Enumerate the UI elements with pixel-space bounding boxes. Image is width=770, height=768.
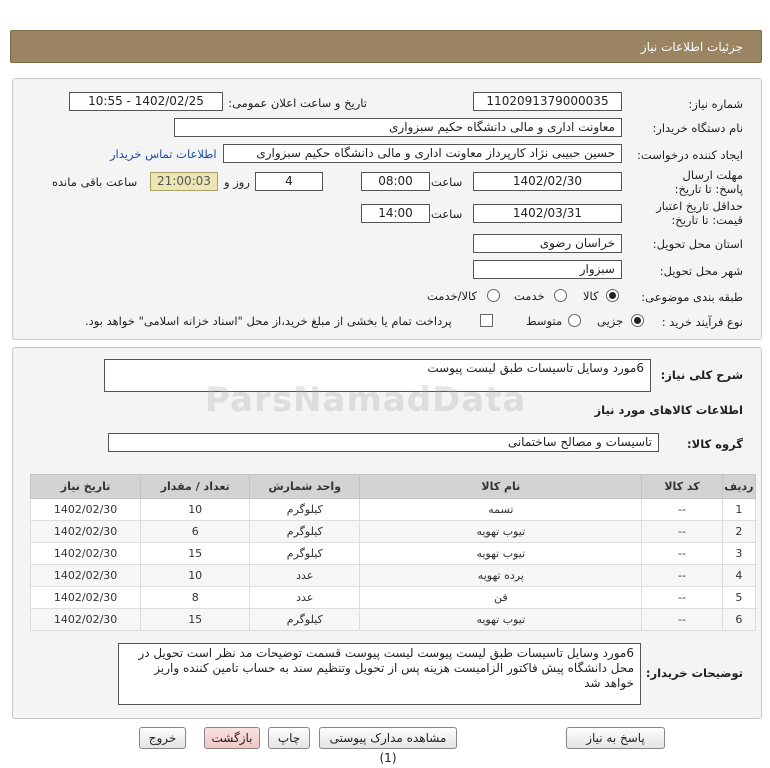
price-validity-label: حداقل تاریخ اعتبار قیمت: تا تاریخ:: [656, 199, 743, 227]
col-row-header: ردیف: [722, 475, 755, 499]
goods-table-header: [31, 475, 756, 499]
page-title: جزئیات اطلاعات نیاز: [640, 40, 743, 54]
price-validity-time-label: ساعت: [431, 207, 463, 221]
need-date-cell: 1402/02/30: [31, 543, 141, 565]
days-label: روز و: [224, 175, 250, 189]
category-label: طبقه بندی موضوعی:: [641, 290, 743, 304]
respond-button[interactable]: پاسخ به نیاز: [566, 727, 665, 749]
time-remaining-label: ساعت باقی مانده: [52, 175, 138, 189]
announce-datetime-field: 1402/02/25 - 10:55: [69, 92, 223, 111]
category-radio-goods-service[interactable]: [487, 289, 500, 302]
deadline-time-label: ساعت: [431, 175, 463, 189]
category-radio-service[interactable]: [554, 289, 567, 302]
item-code-cell: --: [642, 499, 722, 521]
buyer-org-label: نام دستگاه خریدار:: [652, 121, 743, 135]
announce-datetime-label: تاریخ و ساعت اعلان عمومی:: [228, 96, 367, 110]
category-option-goods: کالا: [583, 289, 599, 303]
table-row: [31, 609, 756, 631]
buyer-notes-field: 6مورد وسایل تاسیسات طبق لیست پیوست لیست پیوست قسمت توضیحات مد نظر است تحویل در محل دانشگاه پیش فاکتور الزامیست هزینه پس از تحویل وتنظیم سند به حساب تامین کننده واریز خواهد شد: [118, 643, 641, 705]
category-option-goods-service: کالا/خدمت: [427, 289, 478, 303]
back-button[interactable]: بازگشت: [204, 727, 260, 749]
purchase-type-radio-medium[interactable]: [568, 314, 581, 327]
province-label: استان محل تحویل:: [652, 237, 743, 251]
quantity-cell: 6: [141, 521, 250, 543]
price-validity-time-field: 14:00: [361, 204, 430, 223]
table-row: [31, 587, 756, 609]
col-unit-header: واحد شمارش: [250, 475, 360, 499]
row-number-cell: 2: [722, 521, 755, 543]
deadline-time-field: 08:00: [361, 172, 430, 191]
purchase-type-option-minor: جزیی: [597, 314, 624, 328]
row-number-cell: 3: [722, 543, 755, 565]
goods-group-label: گروه کالا:: [687, 437, 743, 451]
need-date-cell: 1402/02/30: [31, 609, 141, 631]
quantity-cell: 15: [141, 543, 250, 565]
unit-cell: کیلوگرم: [250, 499, 360, 521]
col-date-header: تاریخ نیاز: [31, 475, 141, 499]
table-row: [31, 543, 756, 565]
city-field: سبزوار: [473, 260, 622, 279]
view-documents-button[interactable]: مشاهده مدارک پیوستی (1): [319, 727, 457, 749]
item-code-cell: --: [642, 543, 722, 565]
print-button[interactable]: چاپ: [268, 727, 310, 749]
time-remaining-field: 21:00:03: [150, 172, 218, 191]
table-row: [31, 521, 756, 543]
province-field: خراسان رضوی: [473, 234, 622, 253]
purchase-type-option-medium: متوسط: [526, 314, 563, 328]
col-code-header: کد کالا: [642, 475, 722, 499]
buyer-org-field: معاونت اداری و مالی دانشگاه حکیم سبزواری: [174, 118, 622, 137]
category-radio-goods[interactable]: [606, 289, 619, 302]
quantity-cell: 10: [141, 499, 250, 521]
item-name-cell: تسمه: [360, 499, 642, 521]
row-number-cell: 5: [722, 587, 755, 609]
purchase-type-radio-minor[interactable]: [631, 314, 644, 327]
item-code-cell: --: [642, 521, 722, 543]
summary-field: 6مورد وسایل تاسیسات طبق لیست پیوست: [104, 359, 651, 392]
row-number-cell: 4: [722, 565, 755, 587]
goods-table: [30, 474, 756, 631]
row-number-cell: 1: [722, 499, 755, 521]
unit-cell: کیلوگرم: [250, 543, 360, 565]
row-number-cell: 6: [722, 609, 755, 631]
need-number-field: 1102091379000035: [473, 92, 622, 111]
table-row: [31, 565, 756, 587]
page-header: [10, 30, 762, 63]
col-name-header: نام کالا: [360, 475, 642, 499]
deadline-label: مهلت ارسال پاسخ: تا تاریخ:: [674, 168, 743, 196]
need-details-panel: [12, 78, 762, 340]
summary-label: شرح کلی نیاز:: [660, 368, 743, 382]
need-date-cell: 1402/02/30: [31, 565, 141, 587]
item-name-cell: پرده تهویه: [360, 565, 642, 587]
item-code-cell: --: [642, 565, 722, 587]
requester-field: حسین حبیبی نژاد کارپرداز معاونت اداری و مالی دانشگاه حکیم سبزواری: [223, 144, 622, 163]
col-qty-header: تعداد / مقدار: [141, 475, 250, 499]
item-name-cell: تیوب تهویه: [360, 521, 642, 543]
item-code-cell: --: [642, 609, 722, 631]
treasury-payment-checkbox[interactable]: [480, 314, 493, 327]
need-date-cell: 1402/02/30: [31, 499, 141, 521]
deadline-date-field: 1402/02/30: [473, 172, 622, 191]
price-validity-date-field: 1402/03/31: [473, 204, 622, 223]
buyer-contact-link[interactable]: اطلاعات تماس خریدار: [110, 147, 217, 161]
exit-button[interactable]: خروج: [139, 727, 186, 749]
city-label: شهر محل تحویل:: [659, 264, 743, 278]
requester-label: ایجاد کننده درخواست:: [637, 148, 743, 162]
table-row: [31, 499, 756, 521]
goods-info-title: اطلاعات کالاهای مورد نیاز: [594, 403, 743, 417]
unit-cell: عدد: [250, 587, 360, 609]
days-remaining-field: 4: [255, 172, 323, 191]
unit-cell: کیلوگرم: [250, 609, 360, 631]
quantity-cell: 8: [141, 587, 250, 609]
quantity-cell: 15: [141, 609, 250, 631]
item-name-cell: فن: [360, 587, 642, 609]
watermark: ParsNamadData: [205, 380, 527, 420]
unit-cell: عدد: [250, 565, 360, 587]
need-date-cell: 1402/02/30: [31, 521, 141, 543]
quantity-cell: 10: [141, 565, 250, 587]
category-option-service: خدمت: [514, 289, 545, 303]
need-number-label: شماره نیاز:: [688, 97, 743, 111]
treasury-payment-note: پرداخت تمام یا بخشی از مبلغ خرید،از محل "اسناد خزانه اسلامی" خواهد بود.: [85, 314, 452, 328]
purchase-type-label: نوع فرآیند خرید :: [661, 315, 743, 329]
goods-group-field: تاسیسات و مصالح ساختمانی: [108, 433, 659, 452]
buyer-notes-label: توضیحات خریدار:: [645, 666, 743, 680]
item-name-cell: تیوب تهویه: [360, 609, 642, 631]
need-date-cell: 1402/02/30: [31, 587, 141, 609]
unit-cell: کیلوگرم: [250, 521, 360, 543]
item-name-cell: تیوب تهویه: [360, 543, 642, 565]
item-code-cell: --: [642, 587, 722, 609]
